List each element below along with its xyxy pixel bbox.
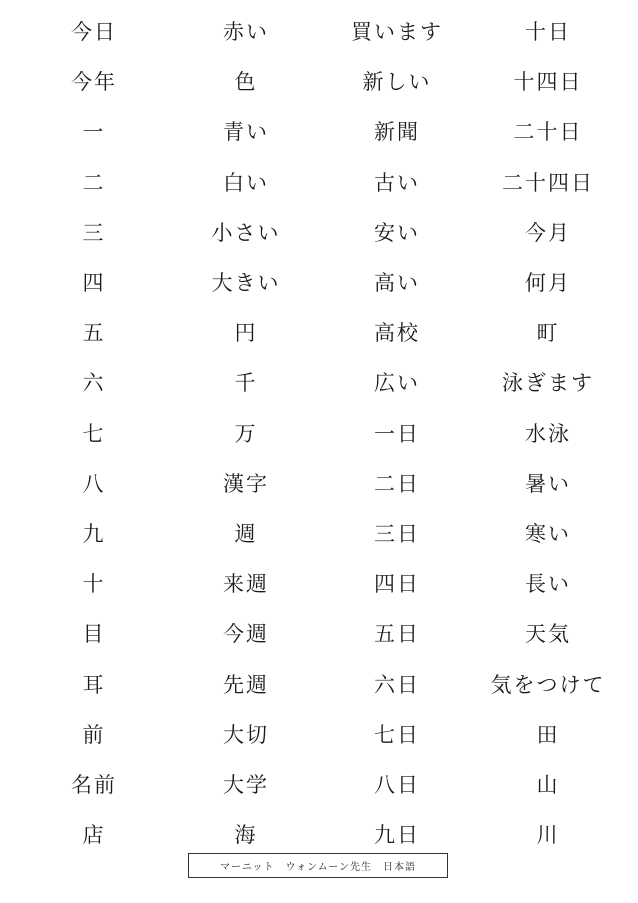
word-cell: 何月 xyxy=(525,271,571,296)
word-cell: 長い xyxy=(525,572,571,597)
word-cell: 千 xyxy=(234,371,258,396)
word-cell: 今年 xyxy=(71,70,117,95)
word-cell: 五 xyxy=(82,321,106,346)
word-cell: 新しい xyxy=(362,70,432,95)
footer-box xyxy=(188,853,448,878)
word-cell: 二 xyxy=(82,170,106,195)
word-cell: 週 xyxy=(234,521,258,546)
word-cell: 円 xyxy=(234,321,258,346)
word-cell: 暑い xyxy=(525,471,571,496)
word-cell: 今週 xyxy=(223,622,269,647)
word-cell: 九日 xyxy=(374,823,420,848)
word-cell: 六日 xyxy=(374,672,420,697)
word-cell: 八 xyxy=(82,471,106,496)
word-cell: 十日 xyxy=(525,20,571,45)
word-cell: 漢字 xyxy=(223,471,269,496)
word-cell: 買います xyxy=(351,20,443,45)
word-cell: 川 xyxy=(536,823,560,848)
word-cell: 二十日 xyxy=(513,120,583,145)
word-cell: 名前 xyxy=(71,772,117,797)
word-cell: 目 xyxy=(82,622,106,647)
word-cell: 水泳 xyxy=(525,421,571,446)
word-cell: 三日 xyxy=(374,521,420,546)
word-cell: 田 xyxy=(536,722,560,747)
word-cell: 七日 xyxy=(374,722,420,747)
word-cell: 気をつけて xyxy=(490,672,606,697)
word-cell: 町 xyxy=(536,321,560,346)
word-cell: 四 xyxy=(82,271,106,296)
word-cell: 今月 xyxy=(525,220,571,245)
word-cell: 海 xyxy=(234,823,258,848)
word-cell: 寒い xyxy=(525,521,571,546)
word-cell: 先週 xyxy=(223,672,269,697)
word-cell: 大きい xyxy=(211,271,281,296)
word-cell: 青い xyxy=(223,120,269,145)
word-cell: 安い xyxy=(374,220,420,245)
word-cell: 一 xyxy=(82,120,106,145)
word-cell: 二日 xyxy=(374,471,420,496)
word-cell: 白い xyxy=(223,170,269,195)
word-cell: 色 xyxy=(234,70,258,95)
word-cell: 前 xyxy=(82,722,106,747)
word-cell: 大学 xyxy=(223,772,269,797)
word-cell: 七 xyxy=(82,421,106,446)
word-cell: 八日 xyxy=(374,772,420,797)
word-cell: 三 xyxy=(82,220,106,245)
word-cell: 古い xyxy=(374,170,420,195)
word-cell: 小さい xyxy=(211,220,281,245)
word-cell: 十 xyxy=(82,572,106,597)
word-cell: 六 xyxy=(82,371,106,396)
word-cell: 泳ぎます xyxy=(502,371,594,396)
word-cell: 九 xyxy=(82,521,106,546)
word-cell: 大切 xyxy=(223,722,269,747)
word-cell: 新聞 xyxy=(374,120,420,145)
word-cell: 二十四日 xyxy=(502,170,594,195)
word-cell: 四日 xyxy=(374,572,420,597)
kanji-word-grid xyxy=(18,6,624,859)
word-cell: 高い xyxy=(374,271,420,296)
word-cell: 今日 xyxy=(71,20,117,45)
word-cell: 来週 xyxy=(223,572,269,597)
word-cell: 耳 xyxy=(82,672,106,697)
word-cell: 広い xyxy=(374,371,420,396)
word-cell: 一日 xyxy=(374,421,420,446)
word-cell: 天気 xyxy=(525,622,571,647)
word-cell: 赤い xyxy=(223,20,269,45)
footer-label: マーニット ウォンムーン先生 日本語 xyxy=(219,862,417,873)
word-cell: 十四日 xyxy=(513,70,583,95)
word-cell: 五日 xyxy=(374,622,420,647)
word-cell: 店 xyxy=(82,823,106,848)
word-cell: 高校 xyxy=(374,321,420,346)
word-cell: 万 xyxy=(234,421,258,446)
word-cell: 山 xyxy=(536,772,560,797)
